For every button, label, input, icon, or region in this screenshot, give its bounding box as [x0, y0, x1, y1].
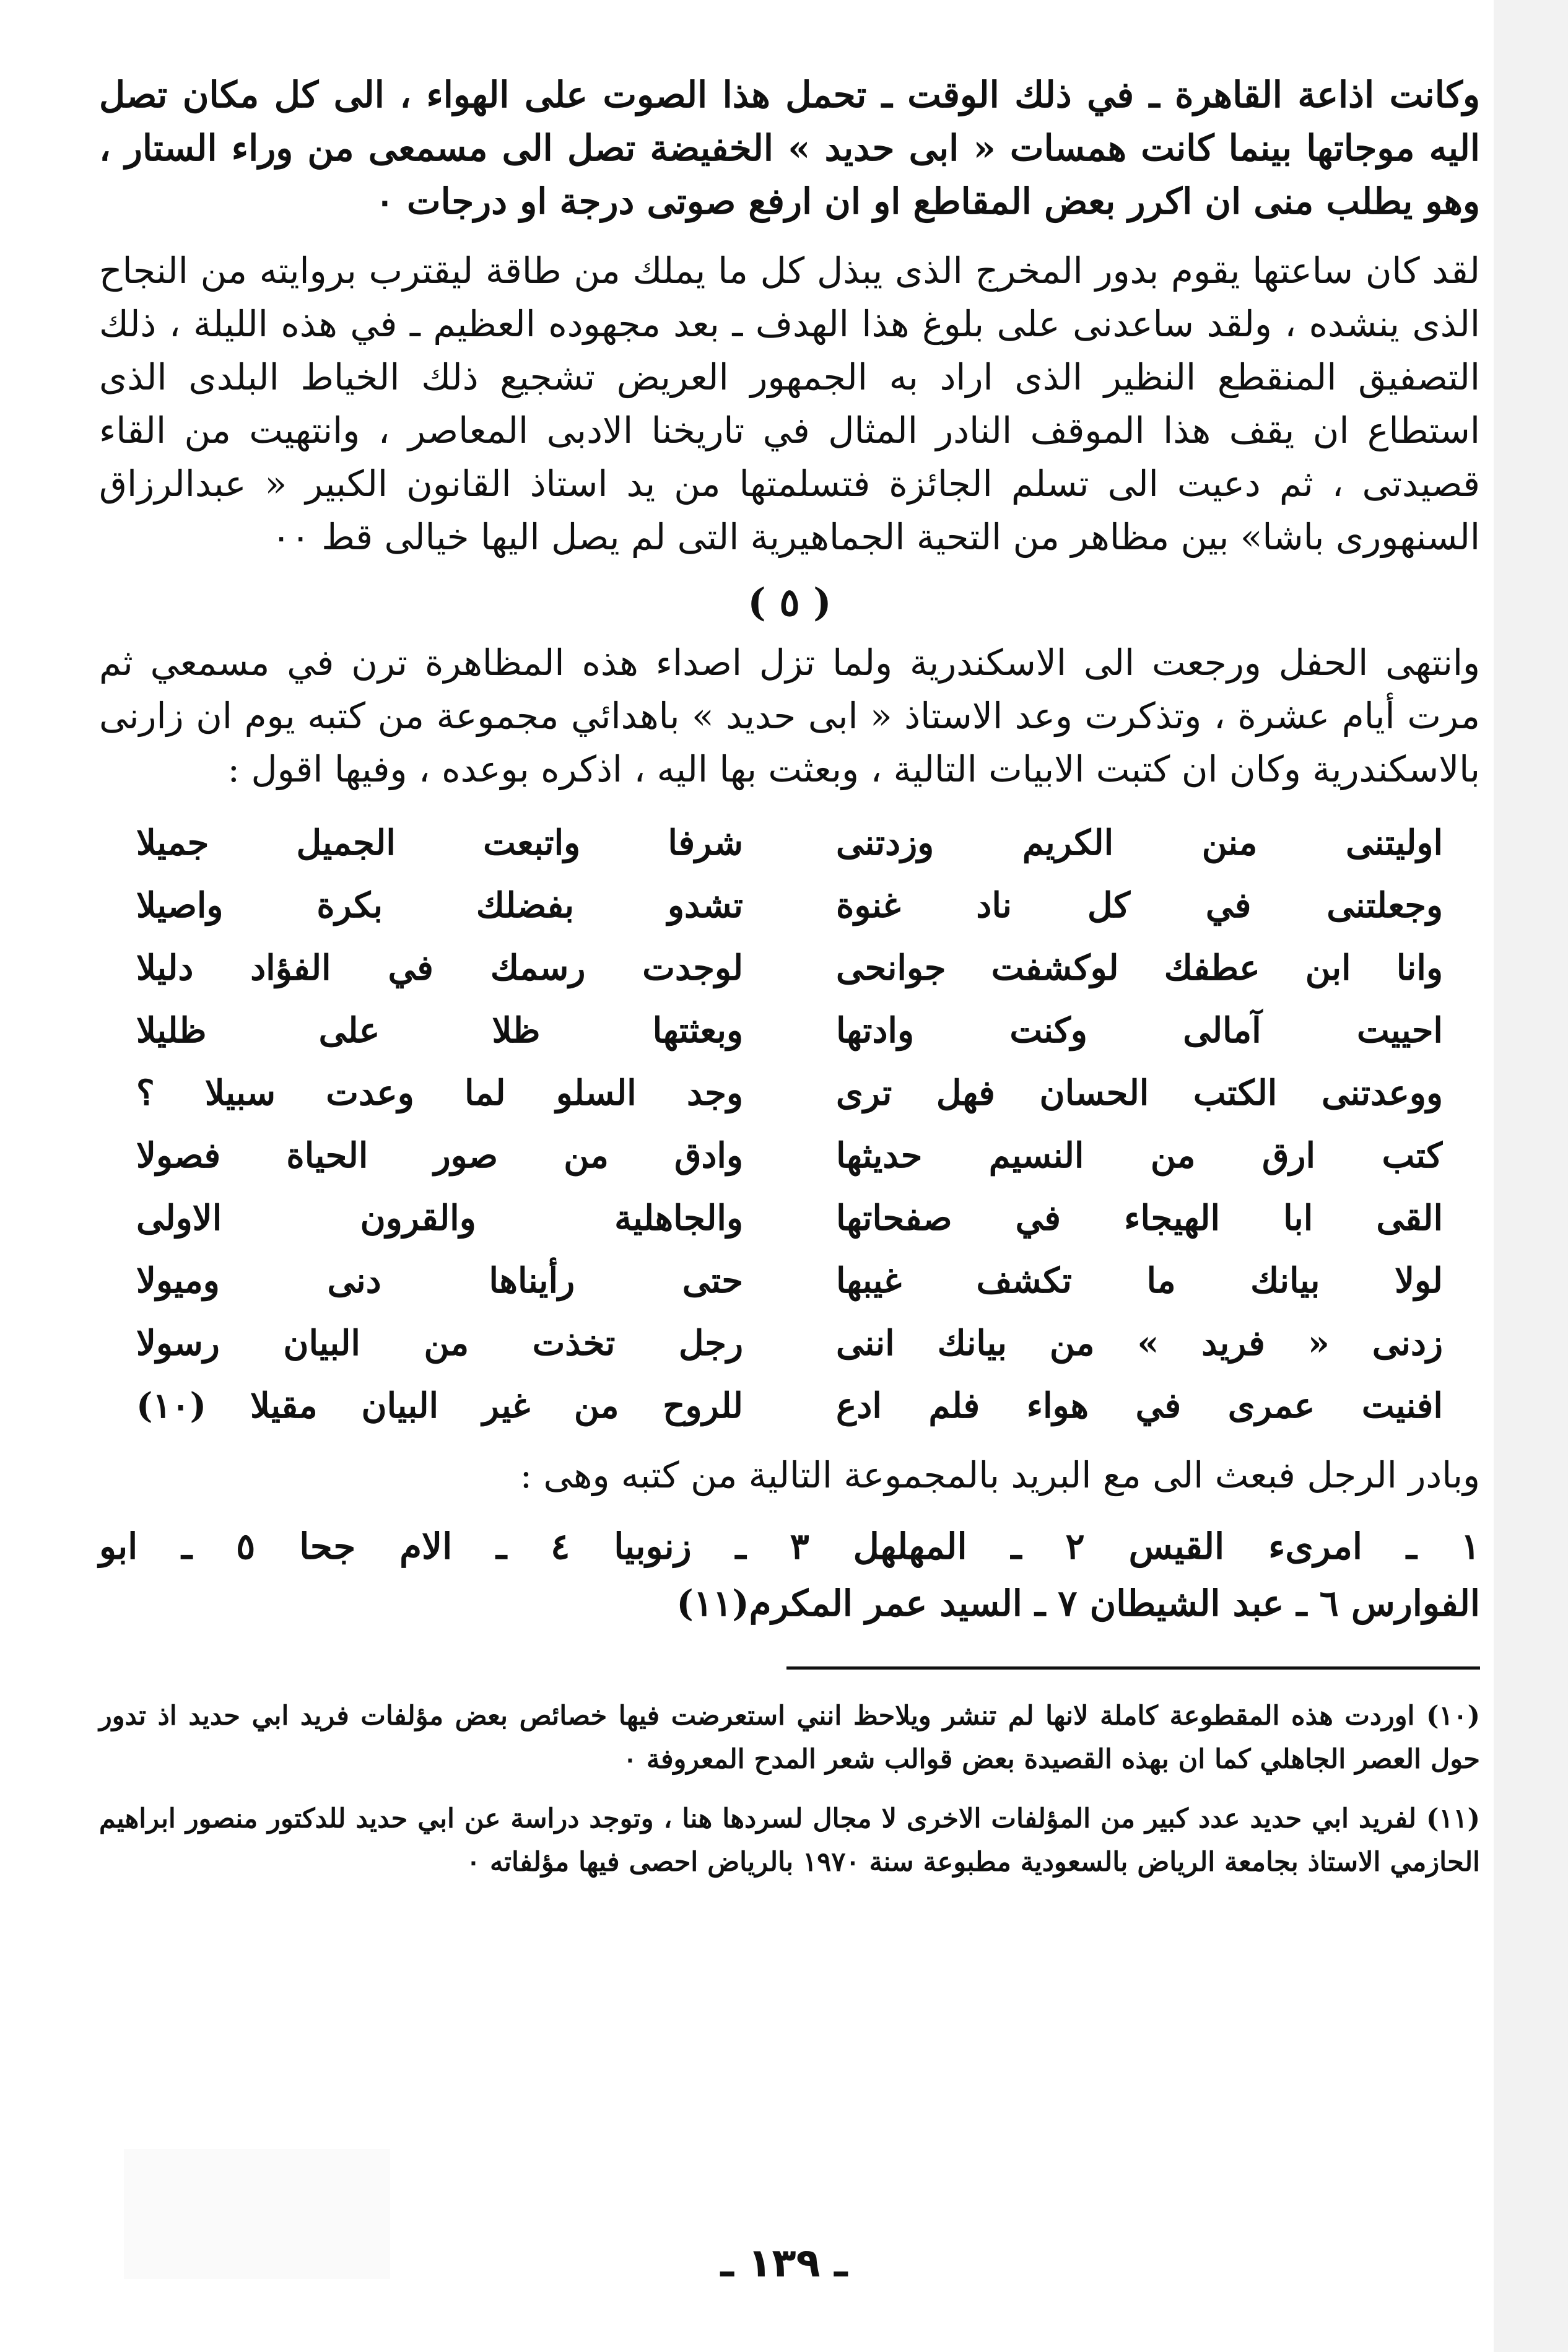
- paragraph-1: وكانت اذاعة القاهرة ـ في ذلك الوقت ـ تحمل هذا الصوت على الهواء ، الى كل مكان تصل اليه موجاتها بينما كانت همسات « ابى حديد » الخفيضة تصل الى مسمعى من وراء الستار ، وهو يطلب منى ان اكرر بعض المقاطع او ان ارفع صوتى درجة او درجات ٠: [99, 74, 1480, 222]
- poem-verse-7-first: القى ابا الهيجاء في صفحاتها: [836, 1198, 1443, 1239]
- poem: [136, 812, 1443, 1437]
- page-number: ـ ١٣٩ ـ: [720, 2241, 848, 2286]
- poem-verse-9-second: رجل تخذت من البيان رسولا: [136, 1323, 743, 1364]
- footnote-separator: [786, 1666, 1480, 1670]
- books-list-line-1: ١ ـ امرىء القيس ٢ ـ المهلهل ٣ ـ زنوبيا ٤ ـ الام جحا ٥ ـ ابو: [99, 1525, 1480, 1567]
- footnote-11: (١١) لفريد ابي حديد عدد كبير من المؤلفات الاخرى لا مجال لسردها هنا ، وتوجد دراسة عن ابي حديد للدكتور منصور ابراهيم الحازمي الاستاذ بجامعة الرياض بالسعودية مطبوعة سنة ١٩٧٠ بالرياض احصى فيها مؤلفاته ٠: [99, 1803, 1480, 1878]
- document-page: [99, 68, 1480, 1900]
- poem-verse-7-second: والجاهلية والقرون الاولى: [136, 1198, 743, 1239]
- poem-verse-4-second: وبعثتها ظلا على ظليلا: [136, 1010, 743, 1051]
- paragraph-2: لقد كان ساعتها يقوم بدور المخرج الذى يبذل كل ما يملك من طاقة ليقترب بروايته من النجاح الذى ينشده ، ولقد ساعدنى على بلوغ هذا الهدف ـ بعد مجهوده العظيم ـ في هذه الليلة ، ذلك التصفيق المنقطع النظير الذى اراد به الجمهور العريض تشجيع ذلك الخياط البلدى الذى استطاع ان يقف هذا الموقف النادر المثال في تاريخنا الادبى المعاصر ، وانتهيت من القاء قصيدتى ، ثم دعيت الى تسلم الجائزة فتسلمتها من يد استاذ القانون الكبير « عبدالرزاق السنهورى باشا» بين مظاهر من التحية الجماهيرية التى لم يصل اليها خيالى قط ٠٠: [99, 250, 1480, 558]
- poem-verse-10-first: افنيت عمرى في هواء فلم ادع: [836, 1385, 1443, 1426]
- footnote-10: (١٠) اوردت هذه المقطوعة كاملة لانها لم تنشر ويلاحظ انني استعرضت فيها خصائص بعض مؤلفات فريد ابي حديد اذ تدور حول العصر الجاهلي كما ان بهذه القصيدة بعض قوالب شعر المدح المعروفة ٠: [99, 1701, 1480, 1775]
- poem-verse-6-second: وادق من صور الحياة فصولا: [136, 1135, 743, 1176]
- paragraph-3: وانتهى الحفل ورجعت الى الاسكندرية ولما تزل اصداء هذه المظاهرة ترن في مسمعي ثم مرت أيام عشرة ، وتذكرت وعد الاستاذ « ابى حديد » باهدائي مجموعة من كتبه يوم ان زارنى بالاسكندرية وكان ان كتبت الابيات التالية ، وبعثت بها اليه ، اذكره بوعده ، وفيها اقول :: [99, 642, 1480, 790]
- poem-verse-10-second: للروح من غير البيان مقيلا (١٠): [136, 1385, 743, 1426]
- poem-verse-2-first: وجعلتنى في كل ناد غنوة: [836, 885, 1443, 926]
- poem-verse-3-second: لوجدت رسمك في الفؤاد دليلا: [136, 947, 743, 988]
- section-number: ( ٥ ): [747, 580, 832, 625]
- poem-verse-8-second: حتى رأيناها دنى وميولا: [136, 1260, 743, 1301]
- poem-verse-3-first: وانا ابن عطفك لوكشفت جوانحى: [836, 947, 1443, 988]
- poem-verse-5-first: ووعدتنى الكتب الحسان فهل ترى: [836, 1073, 1443, 1113]
- poem-verse-6-first: كتب ارق من النسيم حديثها: [836, 1135, 1443, 1176]
- poem-verse-2-second: تشدو بفضلك بكرة واصيلا: [136, 885, 743, 926]
- paragraph-after-poem: وبادر الرجل فبعث الى مع البريد بالمجموعة التالية من كتبه وهى :: [520, 1454, 1480, 1496]
- poem-verse-4-first: احييت آمالى وكنت وادتها: [836, 1010, 1443, 1051]
- books-list-line-2: الفوارس ٦ ـ عبد الشيطان ٧ ـ السيد عمر المكرم(١١): [676, 1582, 1480, 1624]
- scan-edge-band: [1494, 0, 1568, 2352]
- poem-verse-1-second: شرفا واتبعت الجميل جميلا: [136, 822, 743, 863]
- poem-verse-5-second: وجد السلو لما وعدت سبيلا ؟: [136, 1073, 743, 1113]
- poem-verse-9-first: زدنى « فريد » من بيانك اننى: [836, 1323, 1443, 1364]
- poem-verse-1-first: اوليتنى منن الكريم وزدتنى: [836, 822, 1443, 863]
- poem-verse-8-first: لولا بيانك ما تكشف غيبها: [836, 1260, 1443, 1301]
